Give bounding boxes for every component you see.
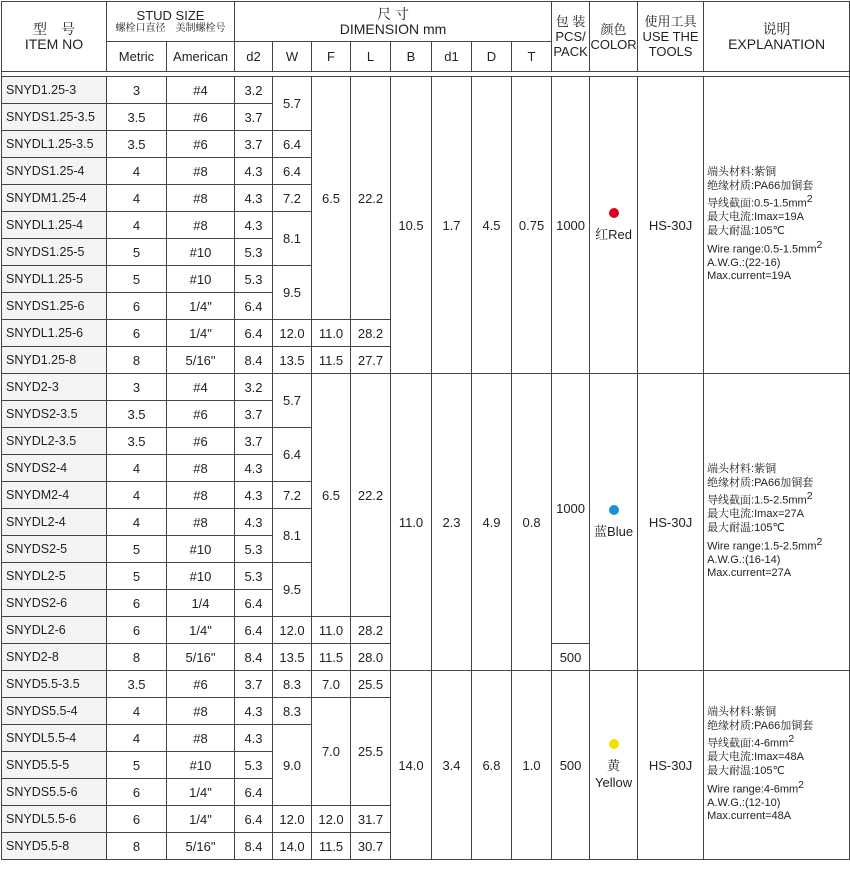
f-cell: 7.0 xyxy=(312,698,351,806)
american-cell: #8 xyxy=(167,185,235,212)
w-cell: 9.5 xyxy=(273,563,312,617)
f-header: F xyxy=(312,42,351,72)
expl-line: A.W.G.:(12-10) xyxy=(707,796,781,809)
d-cell: 4.5 xyxy=(472,77,512,374)
item-no: SNYDL2-5 xyxy=(2,563,107,590)
expl-line: Wire range:1.5-2.5mm xyxy=(707,540,817,553)
d2-cell: 3.7 xyxy=(235,131,273,158)
d2-cell: 6.4 xyxy=(235,320,273,347)
table-row xyxy=(2,77,850,104)
w-cell: 9.5 xyxy=(273,266,312,320)
d2-cell: 3.7 xyxy=(235,104,273,131)
american-cell: 1/4" xyxy=(167,617,235,644)
color-name-en: Red xyxy=(608,226,632,242)
expl-line: 导线截面:4-6mm xyxy=(707,737,789,750)
w-header: W xyxy=(273,42,312,72)
color-name-en: Yellow xyxy=(595,775,633,790)
b-cell: 14.0 xyxy=(391,671,432,860)
american-cell: #6 xyxy=(167,428,235,455)
american-cell: 1/4 xyxy=(167,590,235,617)
t-cell: 0.8 xyxy=(512,374,552,671)
american-cell: #10 xyxy=(167,266,235,293)
d2-header: d2 xyxy=(235,42,273,72)
explanation-header xyxy=(704,2,850,72)
d-cell: 6.8 xyxy=(472,671,512,860)
pack-cell: 500 xyxy=(552,644,590,671)
l-cell: 22.2 xyxy=(351,77,391,320)
color-cell xyxy=(590,374,638,671)
item-no: SNYDL5.5-4 xyxy=(2,725,107,752)
pack-header-cn: 包 装 xyxy=(555,14,586,29)
f-cell: 11.0 xyxy=(312,617,351,644)
metric-cell: 4 xyxy=(107,482,167,509)
metric-cell: 5 xyxy=(107,563,167,590)
tools-header-en2: TOOLS xyxy=(648,44,693,59)
american-cell: #8 xyxy=(167,725,235,752)
t-cell: 0.75 xyxy=(512,77,552,374)
expl-line: Max.current=19A xyxy=(707,270,792,283)
metric-cell: 4 xyxy=(107,725,167,752)
w-cell: 12.0 xyxy=(273,617,312,644)
d2-cell: 5.3 xyxy=(235,239,273,266)
metric-cell: 4 xyxy=(107,455,167,482)
american-cell: #6 xyxy=(167,671,235,698)
metric-cell: 6 xyxy=(107,806,167,833)
explanation-header-cn: 说明 xyxy=(762,20,791,37)
stud-size-subtitle: 螺栓口直径 美制螺栓号 xyxy=(115,23,226,34)
d2-cell: 4.3 xyxy=(235,698,273,725)
expl-line: 绝缘材质:PA66加铜套 xyxy=(707,476,814,489)
d1-cell: 3.4 xyxy=(432,671,472,860)
metric-cell: 6 xyxy=(107,617,167,644)
dimension-header-en: DIMENSION mm xyxy=(339,20,447,37)
expl-line: 最大电流:Imax=48A xyxy=(707,751,804,764)
t-header: T xyxy=(512,42,552,72)
pack-header xyxy=(552,2,590,72)
american-cell: #6 xyxy=(167,104,235,131)
item-no: SNYDM2-4 xyxy=(2,482,107,509)
american-cell: #8 xyxy=(167,698,235,725)
expl-line: 端头材料:紫铜 xyxy=(707,165,777,178)
w-cell: 6.4 xyxy=(273,131,312,158)
f-cell: 11.0 xyxy=(312,320,351,347)
item-no: SNYDL1.25-5 xyxy=(2,266,107,293)
american-cell: 1/4" xyxy=(167,779,235,806)
d2-cell: 6.4 xyxy=(235,590,273,617)
explanation-cell: 端头材料:紫铜 绝缘材质:PA66加铜套 导线截面$:1.5-2.5mm^2$ 最大电流:Imax=27A 最大耐温:105℃ Wire $range:1.5-2.5mm^2$ A.W.G.:(16-14) Max.current=27A xyxy=(704,374,850,671)
l-header: L xyxy=(351,42,391,72)
w-cell: 7.2 xyxy=(273,482,312,509)
expl-line: 端头材料:紫铜 xyxy=(707,705,777,718)
color-cell xyxy=(590,671,638,860)
american-cell: #10 xyxy=(167,563,235,590)
item-no: SNYD5.5-5 xyxy=(2,752,107,779)
d2-cell: 6.4 xyxy=(235,617,273,644)
expl-line: Max.current=48A xyxy=(707,810,792,823)
d-cell: 4.9 xyxy=(472,374,512,671)
l-cell: 31.7 xyxy=(351,806,391,833)
tools-header-cn: 使用工具 xyxy=(644,14,697,29)
american-cell: #8 xyxy=(167,482,235,509)
t-cell: 1.0 xyxy=(512,671,552,860)
l-cell: 28.2 xyxy=(351,617,391,644)
metric-cell: 8 xyxy=(107,833,167,860)
american-cell: 5/16" xyxy=(167,347,235,374)
l-cell: 27.7 xyxy=(351,347,391,374)
w-cell: 6.4 xyxy=(273,428,312,482)
metric-cell: 3 xyxy=(107,77,167,104)
expl-line: A.W.G.:(22-16) xyxy=(707,256,781,269)
pack-cell: 1000 xyxy=(552,77,590,374)
american-cell: #8 xyxy=(167,158,235,185)
american-cell: 5/16" xyxy=(167,833,235,860)
metric-cell: 5 xyxy=(107,752,167,779)
tool-cell: HS-30J xyxy=(638,77,704,374)
item-header xyxy=(2,2,107,72)
table-row xyxy=(2,374,850,401)
item-no: SNYDM1.25-4 xyxy=(2,185,107,212)
american-cell: #10 xyxy=(167,536,235,563)
stud-size-header xyxy=(107,2,235,42)
l-cell: 25.5 xyxy=(351,671,391,698)
color-name-cn: 蓝 xyxy=(594,523,608,539)
w-cell: 5.7 xyxy=(273,374,312,428)
color-name-en: Blue xyxy=(607,523,634,539)
american-cell: 1/4" xyxy=(167,320,235,347)
color-header xyxy=(590,2,638,72)
expl-line: 导线截面:0.5-1.5mm xyxy=(707,197,807,210)
d1-cell: 2.3 xyxy=(432,374,472,671)
w-cell: 5.7 xyxy=(273,77,312,131)
metric-cell: 5 xyxy=(107,536,167,563)
american-cell: 1/4" xyxy=(167,806,235,833)
w-cell: 8.3 xyxy=(273,698,312,725)
expl-line: 最大耐温:105℃ xyxy=(707,225,785,237)
f-cell: 12.0 xyxy=(312,806,351,833)
american-cell: #10 xyxy=(167,239,235,266)
item-no: SNYDS2-4 xyxy=(2,455,107,482)
d2-cell: 5.3 xyxy=(235,536,273,563)
item-no: SNYD1.25-3 xyxy=(2,77,107,104)
metric-cell: 3 xyxy=(107,374,167,401)
expl-line: 最大电流:Imax=27A xyxy=(707,508,804,521)
d1-cell: 1.7 xyxy=(432,77,472,374)
item-no: SNYDL2-6 xyxy=(2,617,107,644)
w-cell: 12.0 xyxy=(273,806,312,833)
d2-cell: 3.7 xyxy=(235,401,273,428)
expl-line: 导线截面:1.5-2.5mm xyxy=(707,494,807,507)
american-cell: #8 xyxy=(167,455,235,482)
yellow-dot-icon xyxy=(609,739,619,749)
expl-line: 最大耐温:105℃ xyxy=(707,765,785,777)
item-no: SNYD2-3 xyxy=(2,374,107,401)
american-cell: #4 xyxy=(167,374,235,401)
american-cell: 1/4" xyxy=(167,293,235,320)
pack-cell: 1000 xyxy=(552,374,590,644)
item-no: SNYD2-8 xyxy=(2,644,107,671)
item-no: SNYDS2-6 xyxy=(2,590,107,617)
item-header-en: ITEM NO xyxy=(24,35,84,52)
american-cell: 5/16" xyxy=(167,644,235,671)
d2-cell: 4.3 xyxy=(235,725,273,752)
expl-line: Wire range:0.5-1.5mm xyxy=(707,243,817,256)
american-cell: #8 xyxy=(167,212,235,239)
table-row xyxy=(2,671,850,698)
metric-cell: 4 xyxy=(107,509,167,536)
d2-cell: 8.4 xyxy=(235,833,273,860)
d2-cell: 4.3 xyxy=(235,482,273,509)
w-cell: 7.2 xyxy=(273,185,312,212)
metric-cell: 3.5 xyxy=(107,401,167,428)
metric-header: Metric xyxy=(107,42,167,72)
f-cell: 6.5 xyxy=(312,77,351,320)
metric-cell: 4 xyxy=(107,212,167,239)
d2-cell: 8.4 xyxy=(235,644,273,671)
explanation-cell: 端头材料:紫铜 绝缘材质:PA66加铜套 导线截面$:4-6mm^2$ 最大电流:Imax=48A 最大耐温:105℃ Wire $range:4-6mm^2$ A.W.G.:(12-10) Max.current=48A xyxy=(704,671,850,860)
f-cell: 6.5 xyxy=(312,374,351,617)
item-no: SNYDS5.5-6 xyxy=(2,779,107,806)
expl-line: Wire range:4-6mm xyxy=(707,783,799,796)
metric-cell: 4 xyxy=(107,158,167,185)
item-no: SNYDS1.25-6 xyxy=(2,293,107,320)
l-cell: 28.0 xyxy=(351,644,391,671)
d-header: D xyxy=(472,42,512,72)
stud-size-title: STUD SIZE xyxy=(136,8,205,23)
metric-cell: 6 xyxy=(107,293,167,320)
expl-line: 绝缘材质:PA66加铜套 xyxy=(707,719,814,732)
american-cell: #8 xyxy=(167,509,235,536)
expl-line: 最大耐温:105℃ xyxy=(707,522,785,534)
metric-cell: 5 xyxy=(107,266,167,293)
item-no: SNYDL5.5-6 xyxy=(2,806,107,833)
d2-cell: 5.3 xyxy=(235,563,273,590)
item-no: SNYDS1.25-5 xyxy=(2,239,107,266)
d2-cell: 4.3 xyxy=(235,509,273,536)
metric-cell: 3.5 xyxy=(107,104,167,131)
d2-cell: 3.2 xyxy=(235,77,273,104)
item-no: SNYDL1.25-6 xyxy=(2,320,107,347)
tools-header xyxy=(638,2,704,72)
metric-cell: 6 xyxy=(107,779,167,806)
expl-line: Max.current=27A xyxy=(707,567,792,580)
american-cell: #4 xyxy=(167,77,235,104)
color-header-en: COLOR xyxy=(590,36,637,52)
w-cell: 13.5 xyxy=(273,644,312,671)
d2-cell: 3.7 xyxy=(235,671,273,698)
explanation-cell: 端头材料:紫铜 绝缘材质:PA66加铜套 导线截面$:0.5-1.5mm^2$ 最大电流:Imax=19A 最大耐温:105℃ Wire $range:0.5-1.5mm^2$ A.W.G.:(22-16) Max.current=19A xyxy=(704,77,850,374)
metric-cell: 3.5 xyxy=(107,131,167,158)
american-cell: #6 xyxy=(167,401,235,428)
american-cell: #10 xyxy=(167,752,235,779)
expl-line: 端头材料:紫铜 xyxy=(707,462,777,475)
metric-cell: 3.5 xyxy=(107,428,167,455)
red-dot-icon xyxy=(609,208,619,218)
item-no: SNYDL2-3.5 xyxy=(2,428,107,455)
tools-header-en1: USE THE xyxy=(642,29,699,44)
blue-dot-icon xyxy=(609,505,619,515)
l-cell: 30.7 xyxy=(351,833,391,860)
dimension-header-cn: 尺 寸 xyxy=(377,5,409,22)
metric-cell: 6 xyxy=(107,320,167,347)
d2-cell: 5.3 xyxy=(235,752,273,779)
d2-cell: 4.3 xyxy=(235,158,273,185)
d2-cell: 8.4 xyxy=(235,347,273,374)
f-cell: 11.5 xyxy=(312,347,351,374)
w-cell: 12.0 xyxy=(273,320,312,347)
item-no: SNYDS5.5-4 xyxy=(2,698,107,725)
d2-cell: 6.4 xyxy=(235,293,273,320)
expl-line: 绝缘材质:PA66加铜套 xyxy=(707,179,814,192)
spec-table xyxy=(1,1,850,860)
tool-cell: HS-30J xyxy=(638,671,704,860)
expl-line: 最大电流:Imax=19A xyxy=(707,211,804,224)
dimension-header xyxy=(235,2,552,42)
american-cell: #6 xyxy=(167,131,235,158)
metric-cell: 4 xyxy=(107,185,167,212)
d2-cell: 3.7 xyxy=(235,428,273,455)
l-cell: 28.2 xyxy=(351,320,391,347)
item-no: SNYD1.25-8 xyxy=(2,347,107,374)
item-no: SNYDS1.25-3.5 xyxy=(2,104,107,131)
w-cell: 8.1 xyxy=(273,212,312,266)
color-cell xyxy=(590,77,638,374)
d2-cell: 6.4 xyxy=(235,806,273,833)
metric-cell: 8 xyxy=(107,347,167,374)
american-header: American xyxy=(167,42,235,72)
item-no: SNYD5.5-3.5 xyxy=(2,671,107,698)
metric-cell: 6 xyxy=(107,590,167,617)
expl-line: A.W.G.:(16-14) xyxy=(707,553,781,566)
w-cell: 9.0 xyxy=(273,725,312,806)
d1-header: d1 xyxy=(432,42,472,72)
item-no: SNYD5.5-8 xyxy=(2,833,107,860)
w-cell: 13.5 xyxy=(273,347,312,374)
metric-cell: 5 xyxy=(107,239,167,266)
explanation-header-en: EXPLANATION xyxy=(728,35,826,52)
l-cell: 22.2 xyxy=(351,374,391,617)
w-cell: 8.3 xyxy=(273,671,312,698)
pack-header-en2: PACK xyxy=(553,44,588,59)
metric-cell: 3.5 xyxy=(107,671,167,698)
d2-cell: 4.3 xyxy=(235,185,273,212)
w-cell: 14.0 xyxy=(273,833,312,860)
color-name-cn: 黄 xyxy=(607,758,621,773)
item-no: SNYDS1.25-4 xyxy=(2,158,107,185)
item-no: SNYDL1.25-4 xyxy=(2,212,107,239)
d2-cell: 6.4 xyxy=(235,779,273,806)
d2-cell: 4.3 xyxy=(235,455,273,482)
item-header-cn: 型 号 xyxy=(33,20,75,37)
b-header: B xyxy=(391,42,432,72)
w-cell: 6.4 xyxy=(273,158,312,185)
f-cell: 11.5 xyxy=(312,644,351,671)
d2-cell: 4.3 xyxy=(235,212,273,239)
color-header-cn: 颜色 xyxy=(600,21,627,37)
item-no: SNYDL1.25-3.5 xyxy=(2,131,107,158)
pack-cell: 500 xyxy=(552,671,590,860)
w-cell: 8.1 xyxy=(273,509,312,563)
b-cell: 10.5 xyxy=(391,77,432,374)
d2-cell: 3.2 xyxy=(235,374,273,401)
pack-header-en1: PCS/ xyxy=(555,29,586,44)
item-no: SNYDL2-4 xyxy=(2,509,107,536)
l-cell: 25.5 xyxy=(351,698,391,806)
metric-cell: 4 xyxy=(107,698,167,725)
f-cell: 11.5 xyxy=(312,833,351,860)
f-cell: 7.0 xyxy=(312,671,351,698)
item-no: SNYDS2-3.5 xyxy=(2,401,107,428)
color-name-cn: 红 xyxy=(595,226,609,242)
b-cell: 11.0 xyxy=(391,374,432,671)
tool-cell: HS-30J xyxy=(638,374,704,671)
d2-cell: 5.3 xyxy=(235,266,273,293)
metric-cell: 8 xyxy=(107,644,167,671)
item-no: SNYDS2-5 xyxy=(2,536,107,563)
